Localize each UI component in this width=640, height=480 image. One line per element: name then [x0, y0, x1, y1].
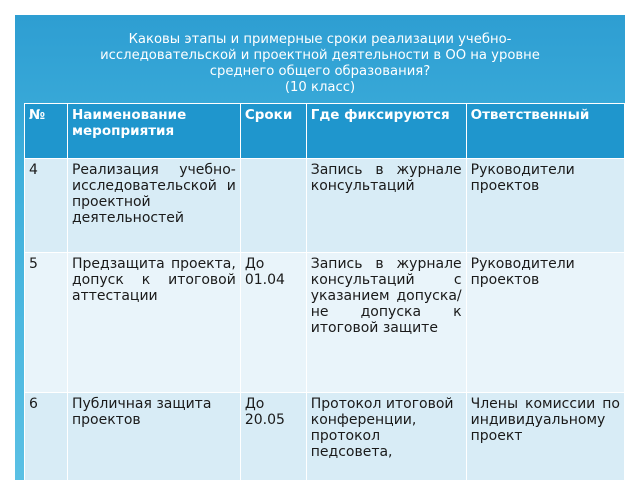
header-where: Где фиксируются	[306, 104, 466, 159]
cell-no: 4	[25, 159, 68, 253]
stages-table	[24, 103, 625, 480]
cell-date: До 01.04	[240, 253, 306, 393]
header-no: №	[25, 104, 68, 159]
cell-where: Запись в журнале консультаций	[306, 159, 466, 253]
cell-where: Запись в журнале консультаций с указанием допуска/ не допуска к итоговой защите	[306, 253, 466, 393]
cell-responsible: Члены комиссии по индивидуальному проект	[466, 393, 624, 480]
slide-title	[35, 32, 605, 96]
header-date: Сроки	[240, 104, 306, 159]
cell-date	[240, 159, 306, 253]
title-line: среднего общего образования?	[209, 64, 431, 79]
table-row	[25, 253, 625, 393]
cell-name: Публичная защита проектов	[67, 393, 240, 480]
table-row	[25, 159, 625, 253]
cell-name: Реализация учебно-исследовательской и проектной деятельностей	[67, 159, 240, 253]
cell-where: Протокол итоговой конференции, протокол педсовета,	[306, 393, 466, 480]
cell-date: До 20.05	[240, 393, 306, 480]
header-name: Наименование мероприятия	[67, 104, 240, 159]
cell-name: Предзащита проекта, допуск к итоговой аттестации	[67, 253, 240, 393]
cell-responsible: Руководители проектов	[466, 159, 624, 253]
title-line: Каковы этапы и примерные сроки реализации учебно-	[128, 32, 512, 47]
table-row	[25, 393, 625, 480]
table-header-row	[25, 104, 625, 159]
slide	[15, 15, 625, 480]
title-line: (10 класс)	[284, 80, 356, 95]
cell-no: 6	[25, 393, 68, 480]
cell-no: 5	[25, 253, 68, 393]
cell-responsible: Руководители проектов	[466, 253, 624, 393]
title-line: исследовательской и проектной деятельности в ОО на уровне	[100, 48, 540, 63]
header-responsible: Ответственный	[466, 104, 624, 159]
